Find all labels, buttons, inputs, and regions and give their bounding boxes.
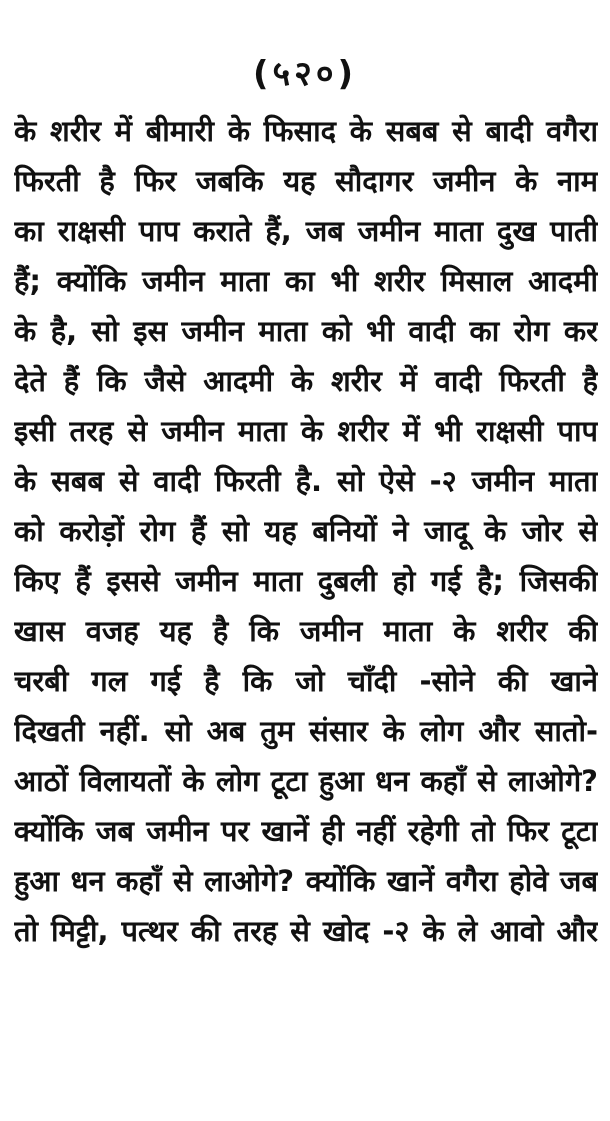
text-line: तो मिट्टी, पत्थर की तरह से खोद -२ के ले आवो और [14, 914, 598, 948]
body-text [14, 106, 598, 956]
text-line: को करोड़ों रोग हैं सो यह बनियों ने जादू के जोर से [14, 514, 598, 548]
text-line: किए हैं इससे जमीन माता दुबली हो गई है; जिसकी [14, 564, 598, 598]
text-line: हैं; क्योंकि जमीन माता का भी शरीर मिसाल आदमी [14, 264, 598, 298]
text-line: आठों विलायतों के लोग टूटा हुआ धन कहाँ से लाओगे? [14, 764, 598, 798]
text-line: देते हैं कि जैसे आदमी के शरीर में वादी फिरती है [14, 364, 598, 398]
text-line: के शरीर में बीमारी के फिसाद के सबब से बादी वगैरा [14, 114, 598, 148]
page-number: (५२०) [252, 54, 358, 94]
text-line: के है, सो इस जमीन माता को भी वादी का रोग कर [14, 314, 598, 348]
text-line: हुआ धन कहाँ से लाओगे? क्योंकि खानें वगैरा होवे जब [14, 864, 598, 898]
text-line: दिखती नहीं. सो अब तुम संसार के लोग और सातो- [14, 714, 598, 748]
text-line: इसी तरह से जमीन माता के शरीर में भी राक्षसी पाप [14, 414, 598, 448]
text-line: के सबब से वादी फिरती है. सो ऐसे -२ जमीन माता [14, 464, 598, 498]
text-line: खास वजह यह है कि जमीन माता के शरीर की [14, 614, 598, 648]
text-line: का राक्षसी पाप कराते हैं, जब जमीन माता दुख पाती [14, 214, 598, 248]
text-line: चरबी गल गई है कि जो चाँदी -सोने की खाने [14, 664, 598, 698]
text-line: क्योंकि जब जमीन पर खानें ही नहीं रहेगी तो फिर टूटा [14, 814, 598, 848]
text-line: फिरती है फिर जबकि यह सौदागर जमीन के नाम [14, 164, 598, 198]
